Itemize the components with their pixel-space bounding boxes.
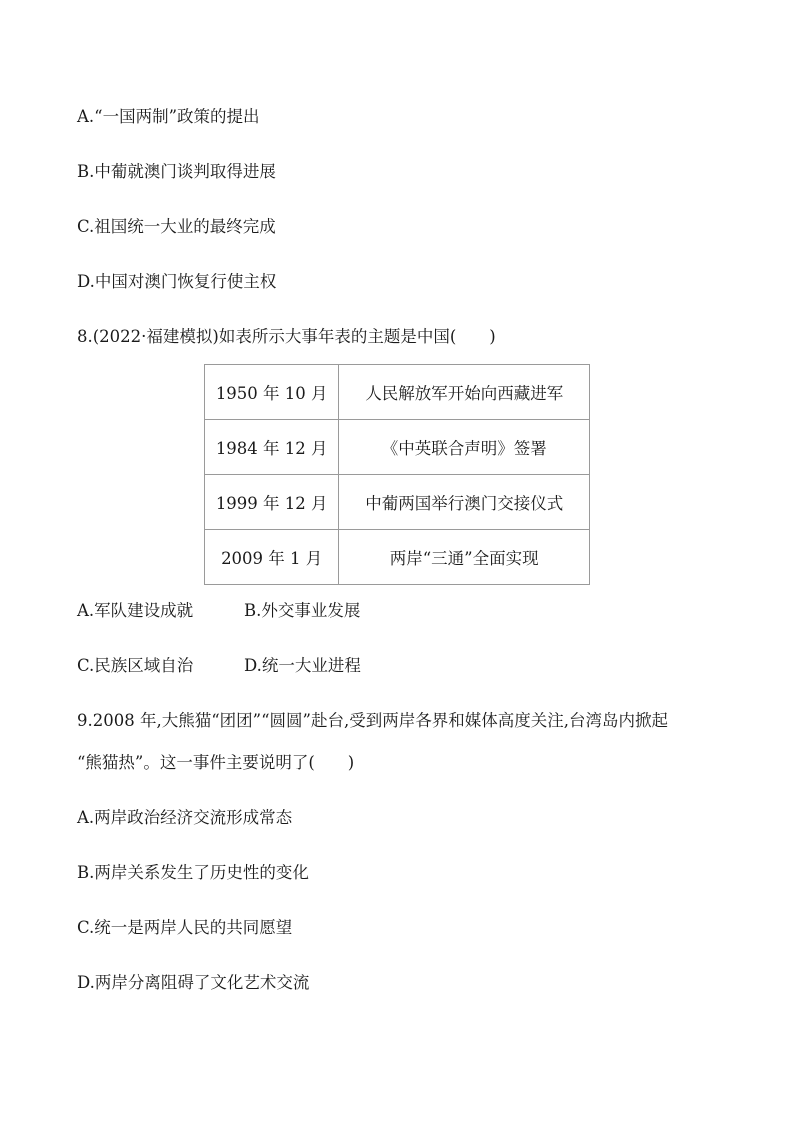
q8-option-c: C.民族区域自治 [77,656,194,675]
table-cell-date: 1999 年 12 月 [205,475,339,530]
q9-option-a: A.两岸政治经济交流形成常态 [77,808,293,827]
q8-option-d: D.统一大业进程 [244,656,361,675]
q7-option-c: C.祖国统一大业的最终完成 [77,217,276,236]
table-cell-date: 1950 年 10 月 [205,365,339,420]
q8-option-b: B.外交事业发展 [244,601,361,620]
q9-stem-line-1: 9.2008 年,大熊猫“团团”“圆圆”赴台,受到两岸各界和媒体高度关注,台湾岛内掀起 [77,711,668,730]
table-cell-event: 两岸“三通”全面实现 [339,530,590,585]
table-cell-event: 中葡两国举行澳门交接仪式 [339,475,590,530]
table-cell-event: 人民解放军开始向西藏进军 [339,365,590,420]
events-timeline-table [204,364,590,585]
q7-option-b: B.中葡就澳门谈判取得进展 [77,162,276,181]
table-cell-event: 《中英联合声明》签署 [339,420,590,475]
q7-option-a: A.“一国两制”政策的提出 [77,107,260,126]
q9-option-c: C.统一是两岸人民的共同愿望 [77,918,293,937]
table-cell-date: 1984 年 12 月 [205,420,339,475]
q8-option-a: A.军队建设成就 [77,601,194,620]
table-row [205,420,590,475]
q8-stem: 8.(2022·福建模拟)如表所示大事年表的主题是中国( ) [77,327,496,346]
q8-options-row-1 [77,600,360,622]
q9-option-b: B.两岸关系发生了历史性的变化 [77,863,309,882]
table-row [205,530,590,585]
q9-option-d: D.两岸分离阻碍了文化艺术交流 [77,973,310,992]
q9-stem-line-2: “熊猫热”。这一事件主要说明了( ) [77,753,355,772]
table-row [205,365,590,420]
table-row [205,475,590,530]
q7-option-d: D.中国对澳门恢复行使主权 [77,272,277,291]
q8-options-row-2 [77,655,361,677]
table-cell-date: 2009 年 1 月 [205,530,339,585]
